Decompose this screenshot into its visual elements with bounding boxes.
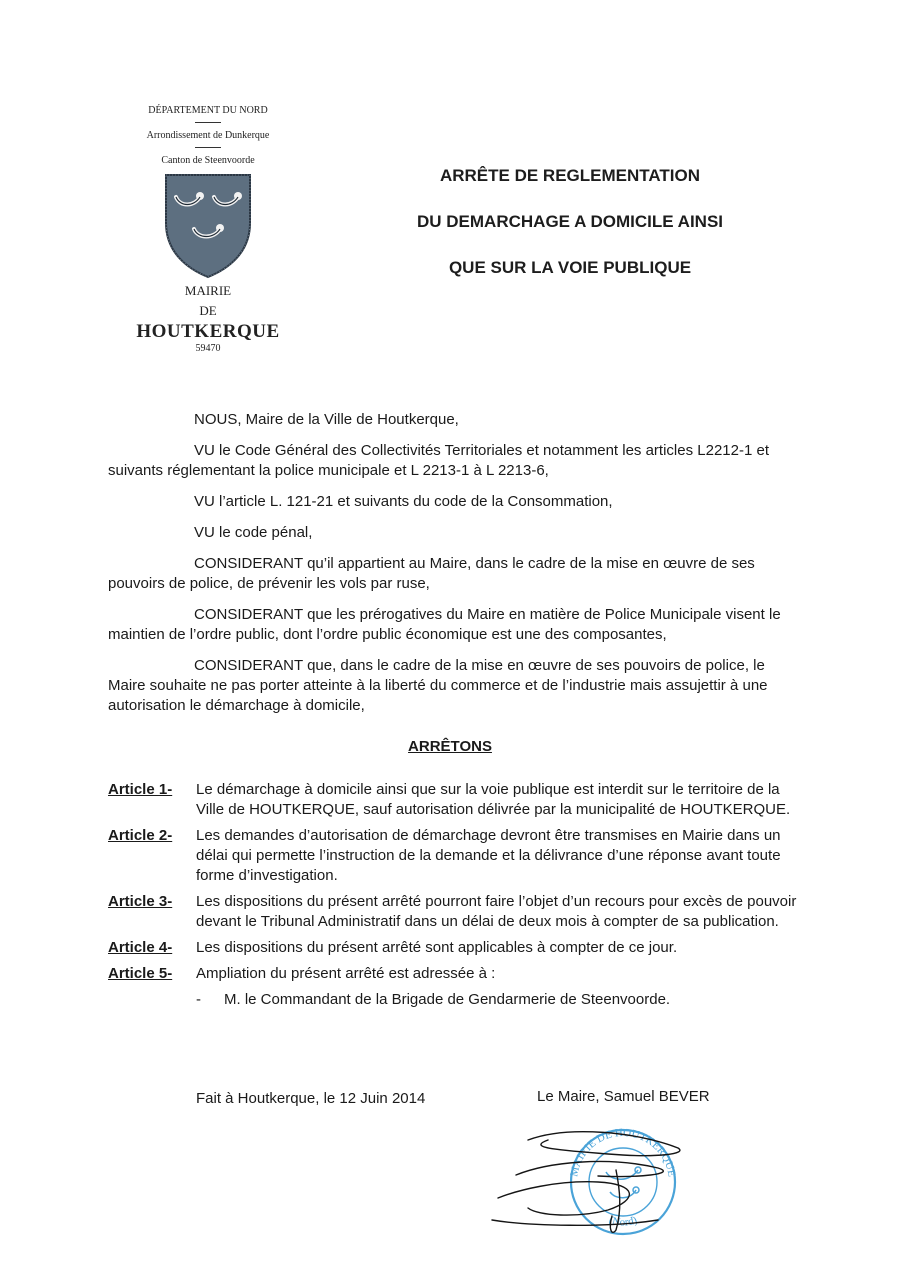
article-label: Article 2- [108,827,173,844]
preamble-paragraph: VU l’article L. 121-21 et suivants du code de la Consommation, [194,493,613,510]
title-line-3: QUE SUR LA VOIE PUBLIQUE [448,258,692,277]
title-line-1: ARRÊTE DE REGLEMENTATION [439,166,701,185]
title-line-2: DU DEMARCHAGE A DOMICILE AINSI [417,212,723,231]
article-text: Les demandes d’autorisation de démarchage devront être transmises en Mairie dans un délai qui permette l’instruction de la demande et la délivrance d’une réponse avant toute forme d’investigation. [196,827,781,884]
town-name: HOUTKERQUE [136,321,280,342]
preamble [108,410,788,727]
article-4 [108,938,798,958]
signature-and-stamp [488,1120,698,1250]
article-label: Article 1- [108,781,173,798]
letterhead-divider [195,147,221,148]
signatory: Le Maire, Samuel BEVER [537,1088,710,1105]
preamble-paragraph: CONSIDERANT que, dans le cadre de la mise en œuvre de ses pouvoirs de police, le Maire souhaite ne pas porter atteinte à la liberté du commerce et de l’industrie mais assujettir à une autorisation le démarchage à domicile, [108,657,768,714]
article-text: Les dispositions du présent arrêté sont applicables à compter de ce jour. [196,939,678,956]
document-title [380,166,760,304]
articles-list [108,780,798,1010]
preamble-paragraph: VU le code pénal, [194,524,313,541]
preamble-paragraph: CONSIDERANT qu’il appartient au Maire, dans le cadre de la mise en œuvre de ses pouvoirs de police, de prévenir les vols par ruse, [108,555,755,592]
article-3 [108,892,798,932]
arretons-heading: ARRÊTONS [408,738,492,755]
preamble-paragraph: NOUS, Maire de la Ville de Houtkerque, [194,411,459,428]
canton-label: Canton de Steenvoorde [161,155,255,166]
article-text: Ampliation du présent arrêté est adressée à : [196,965,496,982]
article-text: Les dispositions du présent arrêté pourront faire l’objet d’un recours pour excès de pouvoir devant le Tribunal Administratif dans un délai de deux mois à compter de sa publication. [196,893,797,930]
letterhead-divider [195,122,221,123]
article-label: Article 5- [108,965,173,982]
department-label: DÉPARTEMENT DU NORD [148,105,268,116]
article-text: Le démarchage à domicile ainsi que sur la voie publique est interdit sur le territoire de la Ville de HOUTKERQUE, sauf autorisation délivrée par la municipalité de HOUTKERQUE. [196,781,791,818]
recipient-item [196,990,798,1010]
preamble-paragraph: CONSIDERANT que les prérogatives du Maire en matière de Police Municipale visent le maintien de l’ordre public, dont l’ordre public économique est une des composantes, [108,606,781,643]
arrondissement-label: Arrondissement de Dunkerque [146,130,270,141]
preamble-paragraph: VU le Code Général des Collectivités Territoriales et notamment les articles L2212-1 et suivants réglementant la police municipale et L 2213-1 à L 2213-6, [108,442,769,479]
article-5 [108,964,798,984]
place-date: Fait à Houtkerque, le 12 Juin 2014 [196,1090,426,1107]
mairie-label: MAIRIE [184,283,232,298]
recipient-text: M. le Commandant de la Brigade de Gendarmerie de Steenvoorde. [224,991,671,1008]
article-2 [108,826,798,886]
stamp-top-text: MAIRIE DE HOUTKERQUE [568,1126,678,1178]
de-label: DE [199,303,217,318]
stamp-bottom-text: (Nord) [607,1214,639,1229]
coat-of-arms-icon [162,171,254,279]
letterhead [108,104,308,355]
article-label: Article 3- [108,893,173,910]
article-1 [108,780,798,820]
article-label: Article 4- [108,939,173,956]
list-dash: - [196,991,201,1008]
postcode: 59470 [195,343,221,354]
